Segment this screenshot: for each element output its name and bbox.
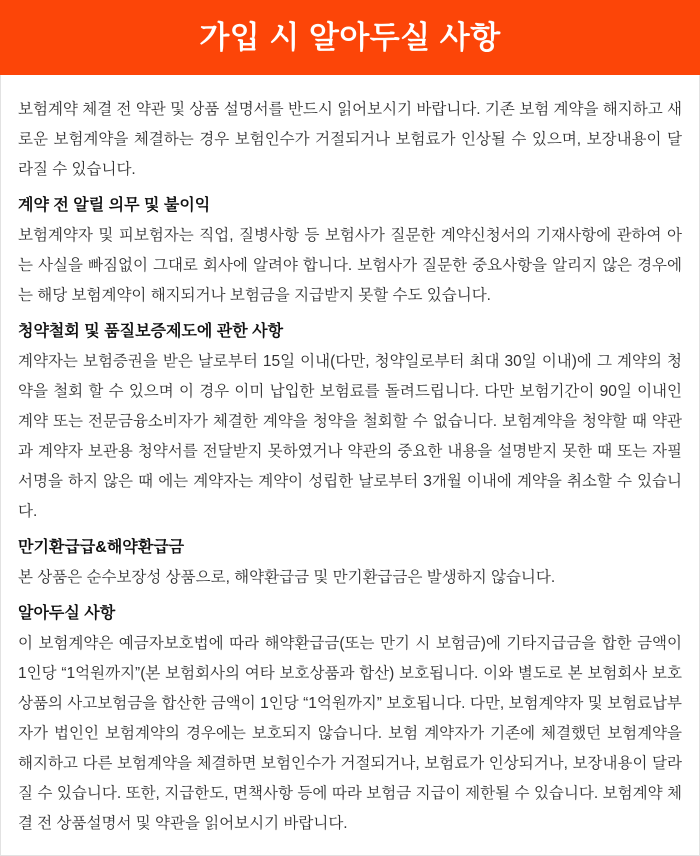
intro-paragraph: 보험계약 체결 전 약관 및 상품 설명서를 반드시 읽어보시기 바랍니다. 기존 보험 계약을 해지하고 새로운 보험계약을 체결하는 경우 보험인수가 거절되거나 보험료가 인상될 수 있으며, 보장내용이 달라질 수 있습니다.	[18, 101, 682, 178]
section-body-refunds: 본 상품은 순수보장성 상품으로, 해약환급금 및 만기환급금은 발생하지 않습니다.	[18, 569, 556, 586]
section-heading-refunds: 만기환급급&해약환급금	[18, 539, 185, 556]
page-title: 가입 시 알아두실 사항	[199, 20, 501, 55]
section-body-things-to-know: 이 보험계약은 예금자보호법에 따라 해약환급금(또는 만기 시 보험금)에 기타지급금을 합한 금액이 1인당 “1억원까지”(본 보험회사의 여타 보호상품과 합산) 보호됩니다. 이와 별도로 본 보험회사 보호 상품의 사고보험금을 합산한 금액이 1인당 “1억원까지” 보호됩니다. 다만, 보험계약자 및 보험료납부자가 법인인 보험계약의 경우에는 보호되지 않습니다. 보험 계약자가 기존에 체결했던 보험계약을 해지하고 다른 보험계약을 체결하면 보험인수가 거절되거나, 보험료가 인상되거나, 보장내용이 달라질 수 있습니다. 또한, 지급한도, 면책사항 등에 따라 보험금 지급이 제한될 수 있습니다. 보험계약 체결 전 상품설명서 및 약관을 읽어보시기 바랍니다.	[18, 635, 682, 832]
section-body-withdrawal: 계약자는 보험증권을 받은 날로부터 15일 이내(다만, 청약일로부터 최대 30일 이내)에 그 계약의 청약을 철회 할 수 있으며 이 경우 이미 납입한 보험료를 돌려드립니다. 다만 보험기간이 90일 이내인 계약 또는 전문금융소비자가 체결한 계약을 청약을 철회할 수 없습니다. 보험계약을 청약할 때 약관과 계약자 보관용 청약서를 전달받지 못하였거나 약관의 중요한 내용을 설명받지 못한 때 또는 자필서명을 하지 않은 때 에는 계약자는 계약이 성립한 날로부터 3개월 이내에 계약을 취소할 수 있습니다.	[18, 353, 682, 520]
section-body-disclosure-duty: 보험계약자 및 피보험자는 직업, 질병사항 등 보험사가 질문한 계약신청서의 기재사항에 관하여 아는 사실을 빠짐없이 그대로 회사에 알려야 합니다. 보험사가 질문한 중요사항을 알리지 않은 경우에는 해당 보험계약이 해지되거나 보험금을 지급받지 못할 수도 있습니다.	[18, 227, 682, 304]
notice-header-band	[0, 0, 700, 75]
section-heading-things-to-know: 알아두실 사항	[18, 605, 116, 622]
section-heading-disclosure-duty: 계약 전 알릴 의무 및 불이익	[18, 197, 211, 214]
section-heading-withdrawal: 청약철회 및 품질보증제도에 관한 사항	[18, 323, 284, 340]
notice-content	[0, 75, 700, 856]
